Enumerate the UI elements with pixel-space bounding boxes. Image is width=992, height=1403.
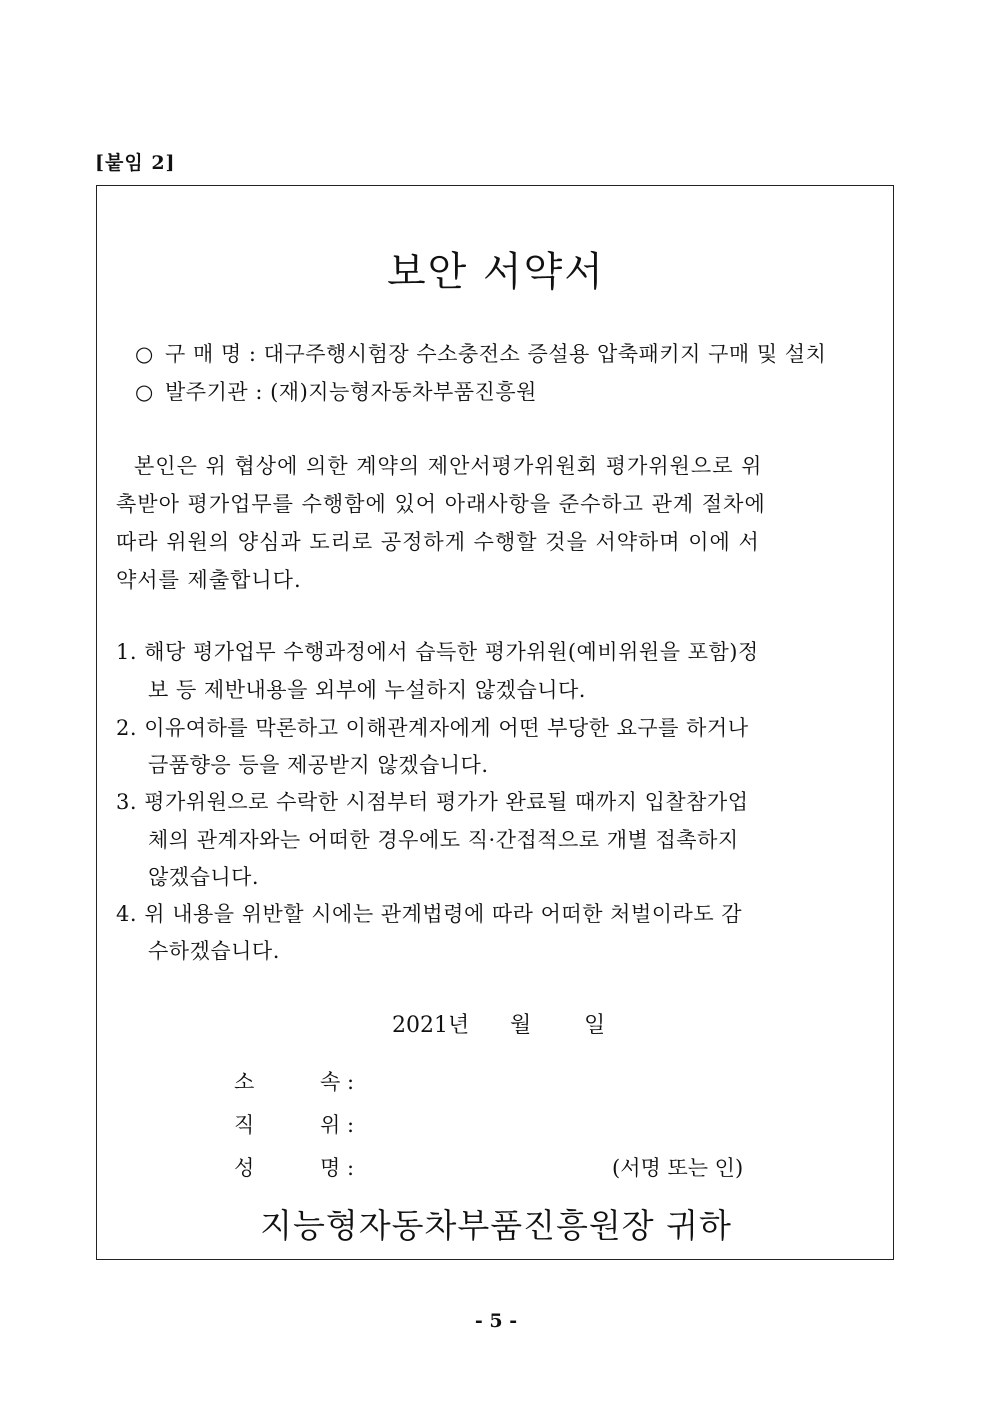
intro-line: 따라 위원의 양심과 도리로 공정하게 수행할 것을 서약하며 이에 서 xyxy=(116,530,760,554)
pledge-text: 해당 평가업무 수행과정에서 습득한 평가위원(예비위원을 포함)정 xyxy=(144,640,759,664)
field-affiliation-label-a: 소 xyxy=(234,1070,255,1094)
field-name-label-a: 성 xyxy=(234,1156,255,1180)
info-label: 발주기관 : xyxy=(165,380,263,404)
pledge-item-3 xyxy=(116,786,749,816)
info-row-ordering-agency xyxy=(135,376,537,406)
pledge-number: 3. xyxy=(116,790,138,814)
field-position-label-a: 직 xyxy=(234,1113,255,1137)
attachment-label: [붙임 2] xyxy=(95,152,176,174)
info-value: (재)지능형자동차부품진흥원 xyxy=(270,380,537,404)
pledge-number: 4. xyxy=(116,902,138,926)
pledge-text-cont: 않겠습니다. xyxy=(148,865,260,889)
info-value: 대구주행시험장 수소충전소 증설용 압축패키지 구매 및 설치 xyxy=(263,342,827,366)
field-position-label-b: 위 : xyxy=(320,1113,355,1137)
pledge-item-1 xyxy=(116,636,759,666)
circle-bullet-icon: ○ xyxy=(135,380,154,404)
addressee: 지능형자동차부품진흥원장 귀하 xyxy=(260,1206,732,1245)
date-year: 2021년 xyxy=(392,1013,470,1038)
pledge-number: 2. xyxy=(116,716,138,740)
pledge-text-cont: 수하겠습니다. xyxy=(148,939,280,963)
date-day: 일 xyxy=(584,1013,606,1038)
pledge-number: 1. xyxy=(116,640,138,664)
field-affiliation-label-b: 속 : xyxy=(320,1070,355,1094)
date-month: 월 xyxy=(510,1013,532,1038)
circle-bullet-icon: ○ xyxy=(135,342,154,366)
pledge-text-cont: 금품향응 등을 제공받지 않겠습니다. xyxy=(148,753,489,777)
info-row-purchase-name xyxy=(135,338,826,368)
pledge-text: 위 내용을 위반할 시에는 관계법령에 따라 어떠한 처벌이라도 감 xyxy=(144,902,743,926)
intro-line: 본인은 위 협상에 의한 계약의 제안서평가위원회 평가위원으로 위 xyxy=(134,454,763,478)
pledge-text: 이유여하를 막론하고 이해관계자에게 어떤 부당한 요구를 하거나 xyxy=(144,716,749,740)
pledge-text-cont: 체의 관계자와는 어떠한 경우에도 직·간접적으로 개별 접촉하지 xyxy=(148,828,739,852)
page-number: - 5 - xyxy=(474,1310,518,1332)
intro-line: 촉받아 평가업무를 수행함에 있어 아래사항을 준수하고 관계 절차에 xyxy=(116,492,766,516)
pledge-text-cont: 보 등 제반내용을 외부에 누설하지 않겠습니다. xyxy=(148,678,586,702)
intro-line: 약서를 제출합니다. xyxy=(116,568,302,592)
pledge-item-2 xyxy=(116,712,749,742)
field-name-label-b: 명 : xyxy=(320,1156,355,1180)
info-label: 구 매 명 : xyxy=(165,342,257,366)
signature-seal-note: (서명 또는 인) xyxy=(612,1156,744,1180)
pledge-text: 평가위원으로 수락한 시점부터 평가가 완료될 때까지 입찰참가업 xyxy=(144,790,749,814)
pledge-item-4 xyxy=(116,898,742,928)
document-title: 보안 서약서 xyxy=(387,249,605,295)
